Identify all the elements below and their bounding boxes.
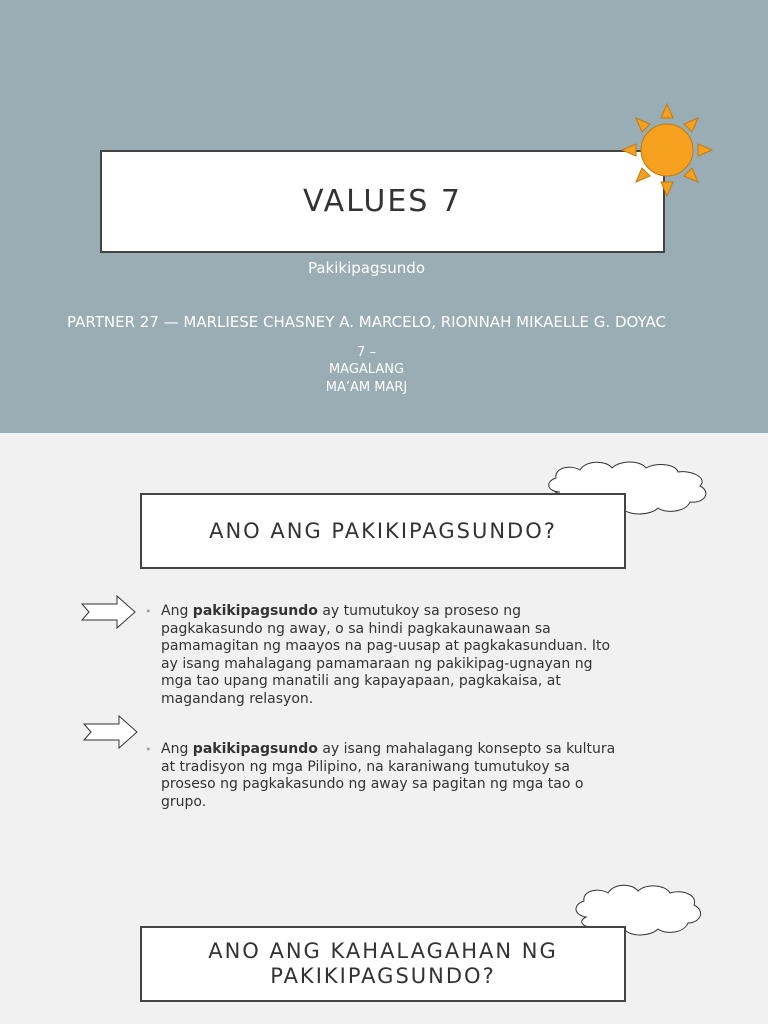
- section-heading: ANO ANG PAKIKIPAGSUNDO?: [209, 518, 557, 543]
- teacher-name: MA’AM MARJ: [325, 380, 408, 395]
- slide-subtitle: Pakikipagsundo: [307, 259, 426, 277]
- partner-names: PARTNER 27 — MARLIESE CHASNEY A. MARCELO, RIONNAH MIKAELLE G. DOYAC: [67, 313, 666, 331]
- section-number: 7 –: [357, 345, 376, 360]
- section-heading-box: [140, 926, 626, 1002]
- bullet-text: Ang pakikipagsundo ay tumutukoy sa proseso ng pagkakasundo ng away, o sa hindi pagkakaunawaan sa pamamagitan ng maayos na pag-uusap at pagkakasunduan. Ito ay isang mahalagang pamamaraan ng pakikipag-ugnayan ng mga tao upang manatili ang kapayapaan, pagkakaisa, at magandang relasyon.: [161, 603, 611, 707]
- title-slide: [0, 0, 768, 433]
- bullet-dot: •: [145, 605, 152, 618]
- title-box: [100, 150, 665, 253]
- slide-title: VALUES 7: [303, 184, 462, 219]
- bullet-item: [145, 603, 620, 708]
- bullet-text: Ang pakikipagsundo ay isang mahalagang konsepto sa kultura at tradisyon ng mga Pilipino, na karaniwang tumutukoy sa proseso ng pagkakasundo ng away sa pagitan ng mga tao o grupo.: [161, 741, 616, 810]
- heading-line: ANO ANG KAHALAGAHAN NG: [208, 939, 558, 963]
- section-name: MAGALANG: [328, 362, 405, 377]
- arrow-right-icon: [83, 714, 139, 750]
- bullet-item: [145, 741, 620, 811]
- heading-line: PAKIKIPAGSUNDO?: [270, 964, 496, 988]
- section-heading-box: [140, 493, 626, 569]
- sun-icon: [620, 102, 714, 198]
- arrow-right-icon: [81, 594, 137, 630]
- bullet-dot: •: [145, 743, 152, 756]
- section-heading: [208, 939, 558, 989]
